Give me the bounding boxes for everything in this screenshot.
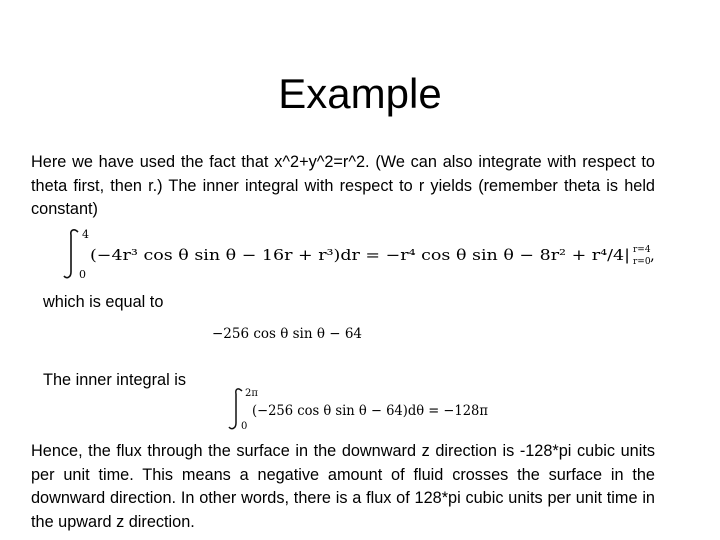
upper-limit: 2π — [245, 388, 258, 399]
equation-1-graphic — [62, 226, 662, 282]
integrand: (−256 cos θ sin θ − 64)dθ = −128π — [252, 403, 488, 419]
equation-result — [210, 318, 370, 346]
slide-title: Example — [278, 70, 442, 117]
trailing-comma: , — [650, 246, 655, 264]
equation-3-graphic — [228, 386, 498, 432]
label-which-is-equal-to: which is equal to — [43, 293, 164, 311]
equation-theta-integral — [228, 386, 498, 432]
result-expression: −256 cos θ sin θ − 64 — [212, 326, 363, 342]
integrand: (−4r³ cos θ sin θ − 16r + r³)dr = −r⁴ cos θ sin θ − 8r² + r⁴/4| — [90, 246, 630, 264]
eval-lower: r=0 — [633, 257, 651, 267]
conclusion-paragraph: Hence, the flux through the surface in the downward z direction is -128*pi cubic units per unit time. This means a negative amount of fluid crosses the surface in the downward direction. In other words, there is a flux of 128*pi cubic units per unit time in the upward z direction. — [31, 442, 655, 531]
lower-limit: 0 — [79, 268, 86, 281]
eval-upper: r=4 — [633, 245, 651, 255]
integral-sign — [64, 230, 78, 278]
equation-2-graphic — [210, 318, 370, 346]
label-inner-integral: The inner integral is — [43, 371, 186, 389]
equation-inner-integral-r — [62, 226, 662, 282]
lower-limit: 0 — [241, 421, 248, 432]
upper-limit: 4 — [82, 228, 89, 241]
intro-paragraph: Here we have used the fact that x^2+y^2=r^2. (We can also integrate with respect to theta first, then r.) The inner integral with respect to r yields (remember theta is held constant) — [31, 153, 655, 218]
